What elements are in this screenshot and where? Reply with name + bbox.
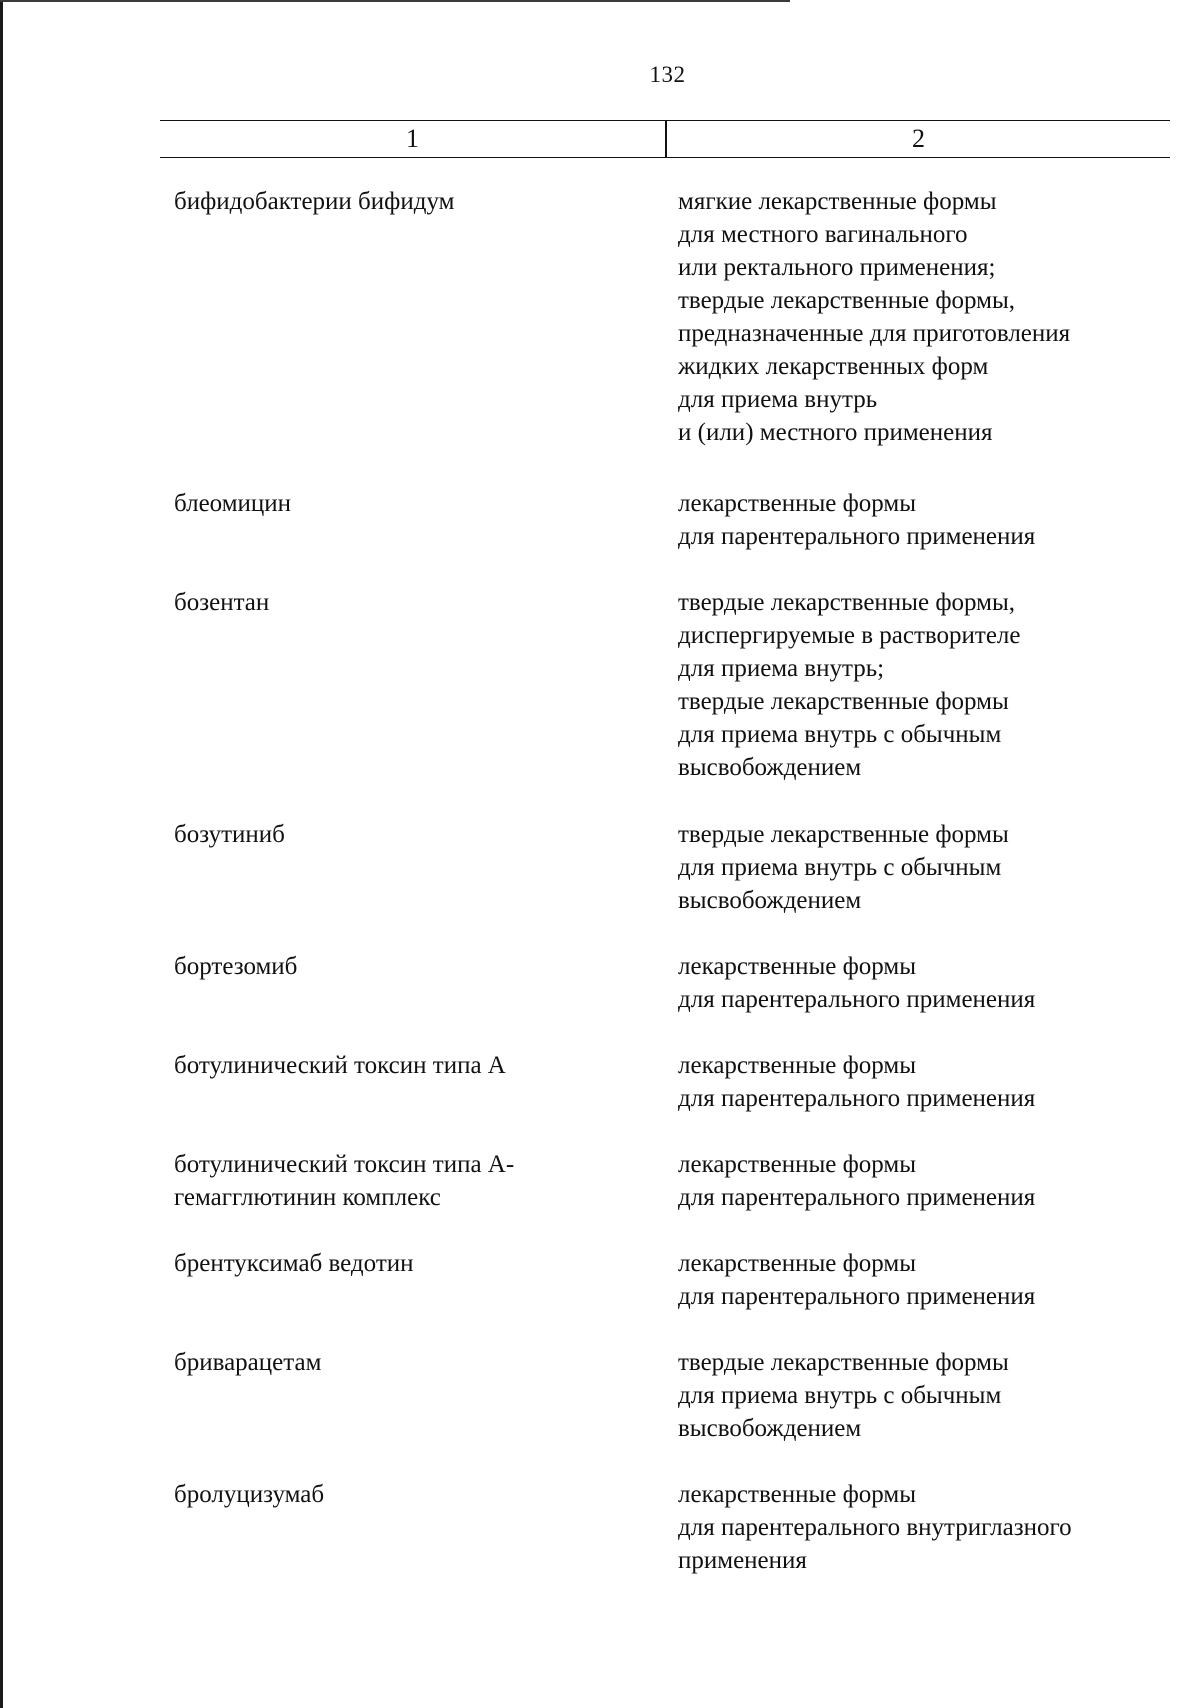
drug-name: брентуксимаб ведотин — [174, 1250, 414, 1277]
dosage-forms: лекарственные формы для парентерального внутриглазного применения — [678, 1481, 1072, 1574]
drug-name: ботулинический токсин типа А- гемагглютинин комплекс — [174, 1151, 515, 1211]
dosage-forms: лекарственные формы для парентерального применения — [678, 953, 1036, 1013]
drug-name: бролуцизумаб — [174, 1481, 325, 1508]
dosage-forms: лекарственные формы для парентерального применения — [678, 490, 1036, 550]
drug-name: бифидобактерии бифидум — [174, 188, 455, 215]
dosage-forms: твердые лекарственные формы для приема внутрь с обычным высвобождением — [678, 821, 1009, 914]
dosage-forms: мягкие лекарственные формы для местного вагинального или ректального применения; твердые лекарственные формы, предназначенные для приготовления жидких лекарственных форм для приема внутрь и (или) местного применения — [678, 188, 1071, 446]
dosage-forms: лекарственные формы для парентерального применения — [678, 1052, 1036, 1112]
dosage-forms: лекарственные формы для парентерального применения — [678, 1250, 1036, 1310]
drug-name: бозутиниб — [174, 821, 285, 848]
dosage-forms: твердые лекарственные формы, диспергируемые в растворителе для приема внутрь; твердые лекарственные формы для приема внутрь с обычным высвобождением — [678, 589, 1021, 781]
dosage-forms: твердые лекарственные формы для приема внутрь с обычным высвобождением — [678, 1349, 1009, 1442]
drug-name: блеомицин — [174, 490, 292, 517]
column-header-2: 2 — [912, 124, 925, 153]
page-number: 132 — [649, 62, 686, 87]
drug-name: бозентан — [174, 589, 270, 616]
column-header-1: 1 — [406, 124, 419, 153]
drug-name: ботулинический токсин типа А — [174, 1052, 506, 1079]
dosage-forms: лекарственные формы для парентерального применения — [678, 1151, 1036, 1211]
drug-name: бриварацетам — [174, 1349, 322, 1376]
drug-name: бортезомиб — [174, 953, 298, 980]
